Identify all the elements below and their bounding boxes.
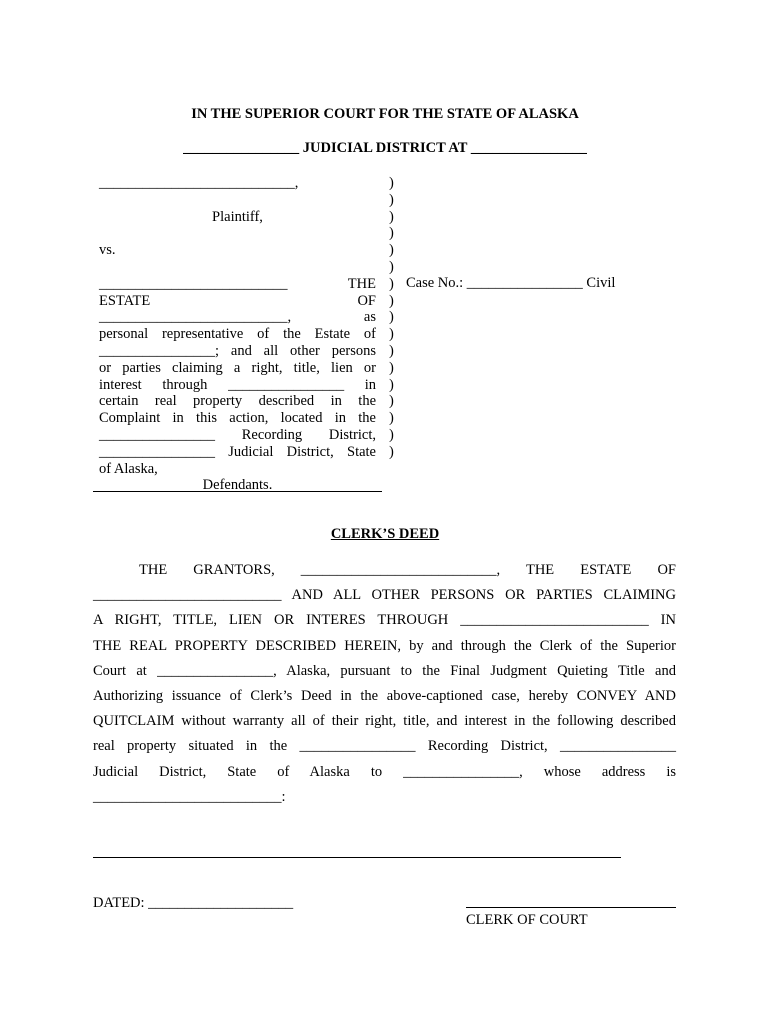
caption-spacer bbox=[99, 192, 376, 209]
court-heading: IN THE SUPERIOR COURT FOR THE STATE OF ALASKA bbox=[191, 106, 579, 122]
paren: ) bbox=[389, 191, 394, 208]
defendant-line: or parties claiming a right, title, lien or bbox=[99, 359, 376, 376]
dated-line: DATED: ____________________ bbox=[93, 895, 294, 911]
paren: ) bbox=[389, 443, 394, 460]
deed-body bbox=[93, 558, 676, 810]
clerk-signature-line bbox=[466, 907, 676, 908]
body-line: Authorizing issuance of Clerk’s Deed in the above-captioned case, hereby CONVEY AND bbox=[93, 687, 676, 704]
paren: ) bbox=[389, 410, 394, 427]
paren: ) bbox=[389, 275, 394, 292]
caption-rule bbox=[93, 491, 382, 492]
paren: ) bbox=[389, 225, 394, 242]
paren: ) bbox=[389, 309, 394, 326]
defendant-line: of Alaska, bbox=[99, 460, 158, 477]
defendant-line: __________________________, as bbox=[99, 309, 376, 326]
district-heading: ________________ JUDICIAL DISTRICT AT ________________ bbox=[183, 140, 587, 156]
paren: ) bbox=[389, 359, 394, 376]
legal-description-line bbox=[93, 857, 621, 858]
body-line: A RIGHT, TITLE, LIEN OR INTERES THROUGH __________________________ IN bbox=[93, 612, 676, 629]
paren: ) bbox=[389, 242, 394, 259]
defendants-label: Defendants. bbox=[202, 477, 273, 494]
caption-parens bbox=[389, 175, 399, 461]
paren: ) bbox=[389, 292, 394, 309]
caption-spacer bbox=[99, 259, 376, 276]
defendant-line: interest through ________________ in bbox=[99, 376, 376, 393]
defendant-line: ________________ Recording District, bbox=[99, 426, 376, 443]
body-line: __________________________: bbox=[93, 788, 286, 805]
paren: ) bbox=[389, 342, 394, 359]
paren: ) bbox=[389, 208, 394, 225]
paren: ) bbox=[389, 326, 394, 343]
body-line: Judicial District, State of Alaska to ________________, whose address is bbox=[93, 763, 676, 780]
paren: ) bbox=[389, 258, 394, 275]
deed-title: CLERK’S DEED bbox=[330, 526, 440, 542]
clerk-of-court-label: CLERK OF COURT bbox=[466, 912, 588, 928]
plaintiff-label: Plaintiff, bbox=[212, 208, 263, 225]
defendant-line: ________________; and all other persons bbox=[99, 342, 376, 359]
case-number: Case No.: ________________ Civil bbox=[406, 275, 616, 291]
paren: ) bbox=[389, 393, 394, 410]
body-line: __________________________ AND ALL OTHER PERSONS OR PARTIES CLAIMING bbox=[93, 587, 676, 604]
paren: ) bbox=[389, 175, 394, 191]
versus-label: vs. bbox=[99, 242, 116, 259]
defendant-line: certain real property described in the bbox=[99, 393, 376, 410]
caption-parties bbox=[99, 175, 376, 494]
defendant-line: ESTATE OF bbox=[99, 292, 376, 309]
defendant-line: ________________ Judicial District, State bbox=[99, 443, 376, 460]
caption-spacer bbox=[99, 225, 376, 242]
body-line: QUITCLAIM without warranty all of their right, title, and interest in the following described bbox=[93, 713, 676, 730]
body-line: THE REAL PROPERTY DESCRIBED HEREIN, by and through the Clerk of the Superior bbox=[93, 637, 676, 654]
paren: ) bbox=[389, 426, 394, 443]
body-line: real property situated in the ________________ Recording District, ________________ bbox=[93, 738, 676, 755]
defendant-line: personal representative of the Estate of bbox=[99, 326, 376, 343]
defendant-line: __________________________ THE bbox=[99, 275, 376, 292]
defendant-line: Complaint in this action, located in the bbox=[99, 410, 376, 427]
body-line: Court at ________________, Alaska, pursuant to the Final Judgment Quieting Title and bbox=[93, 662, 676, 679]
plaintiff-blank: ___________________________, bbox=[99, 175, 299, 191]
body-line: THE GRANTORS, ___________________________, THE ESTATE OF bbox=[139, 562, 676, 578]
paren: ) bbox=[389, 376, 394, 393]
